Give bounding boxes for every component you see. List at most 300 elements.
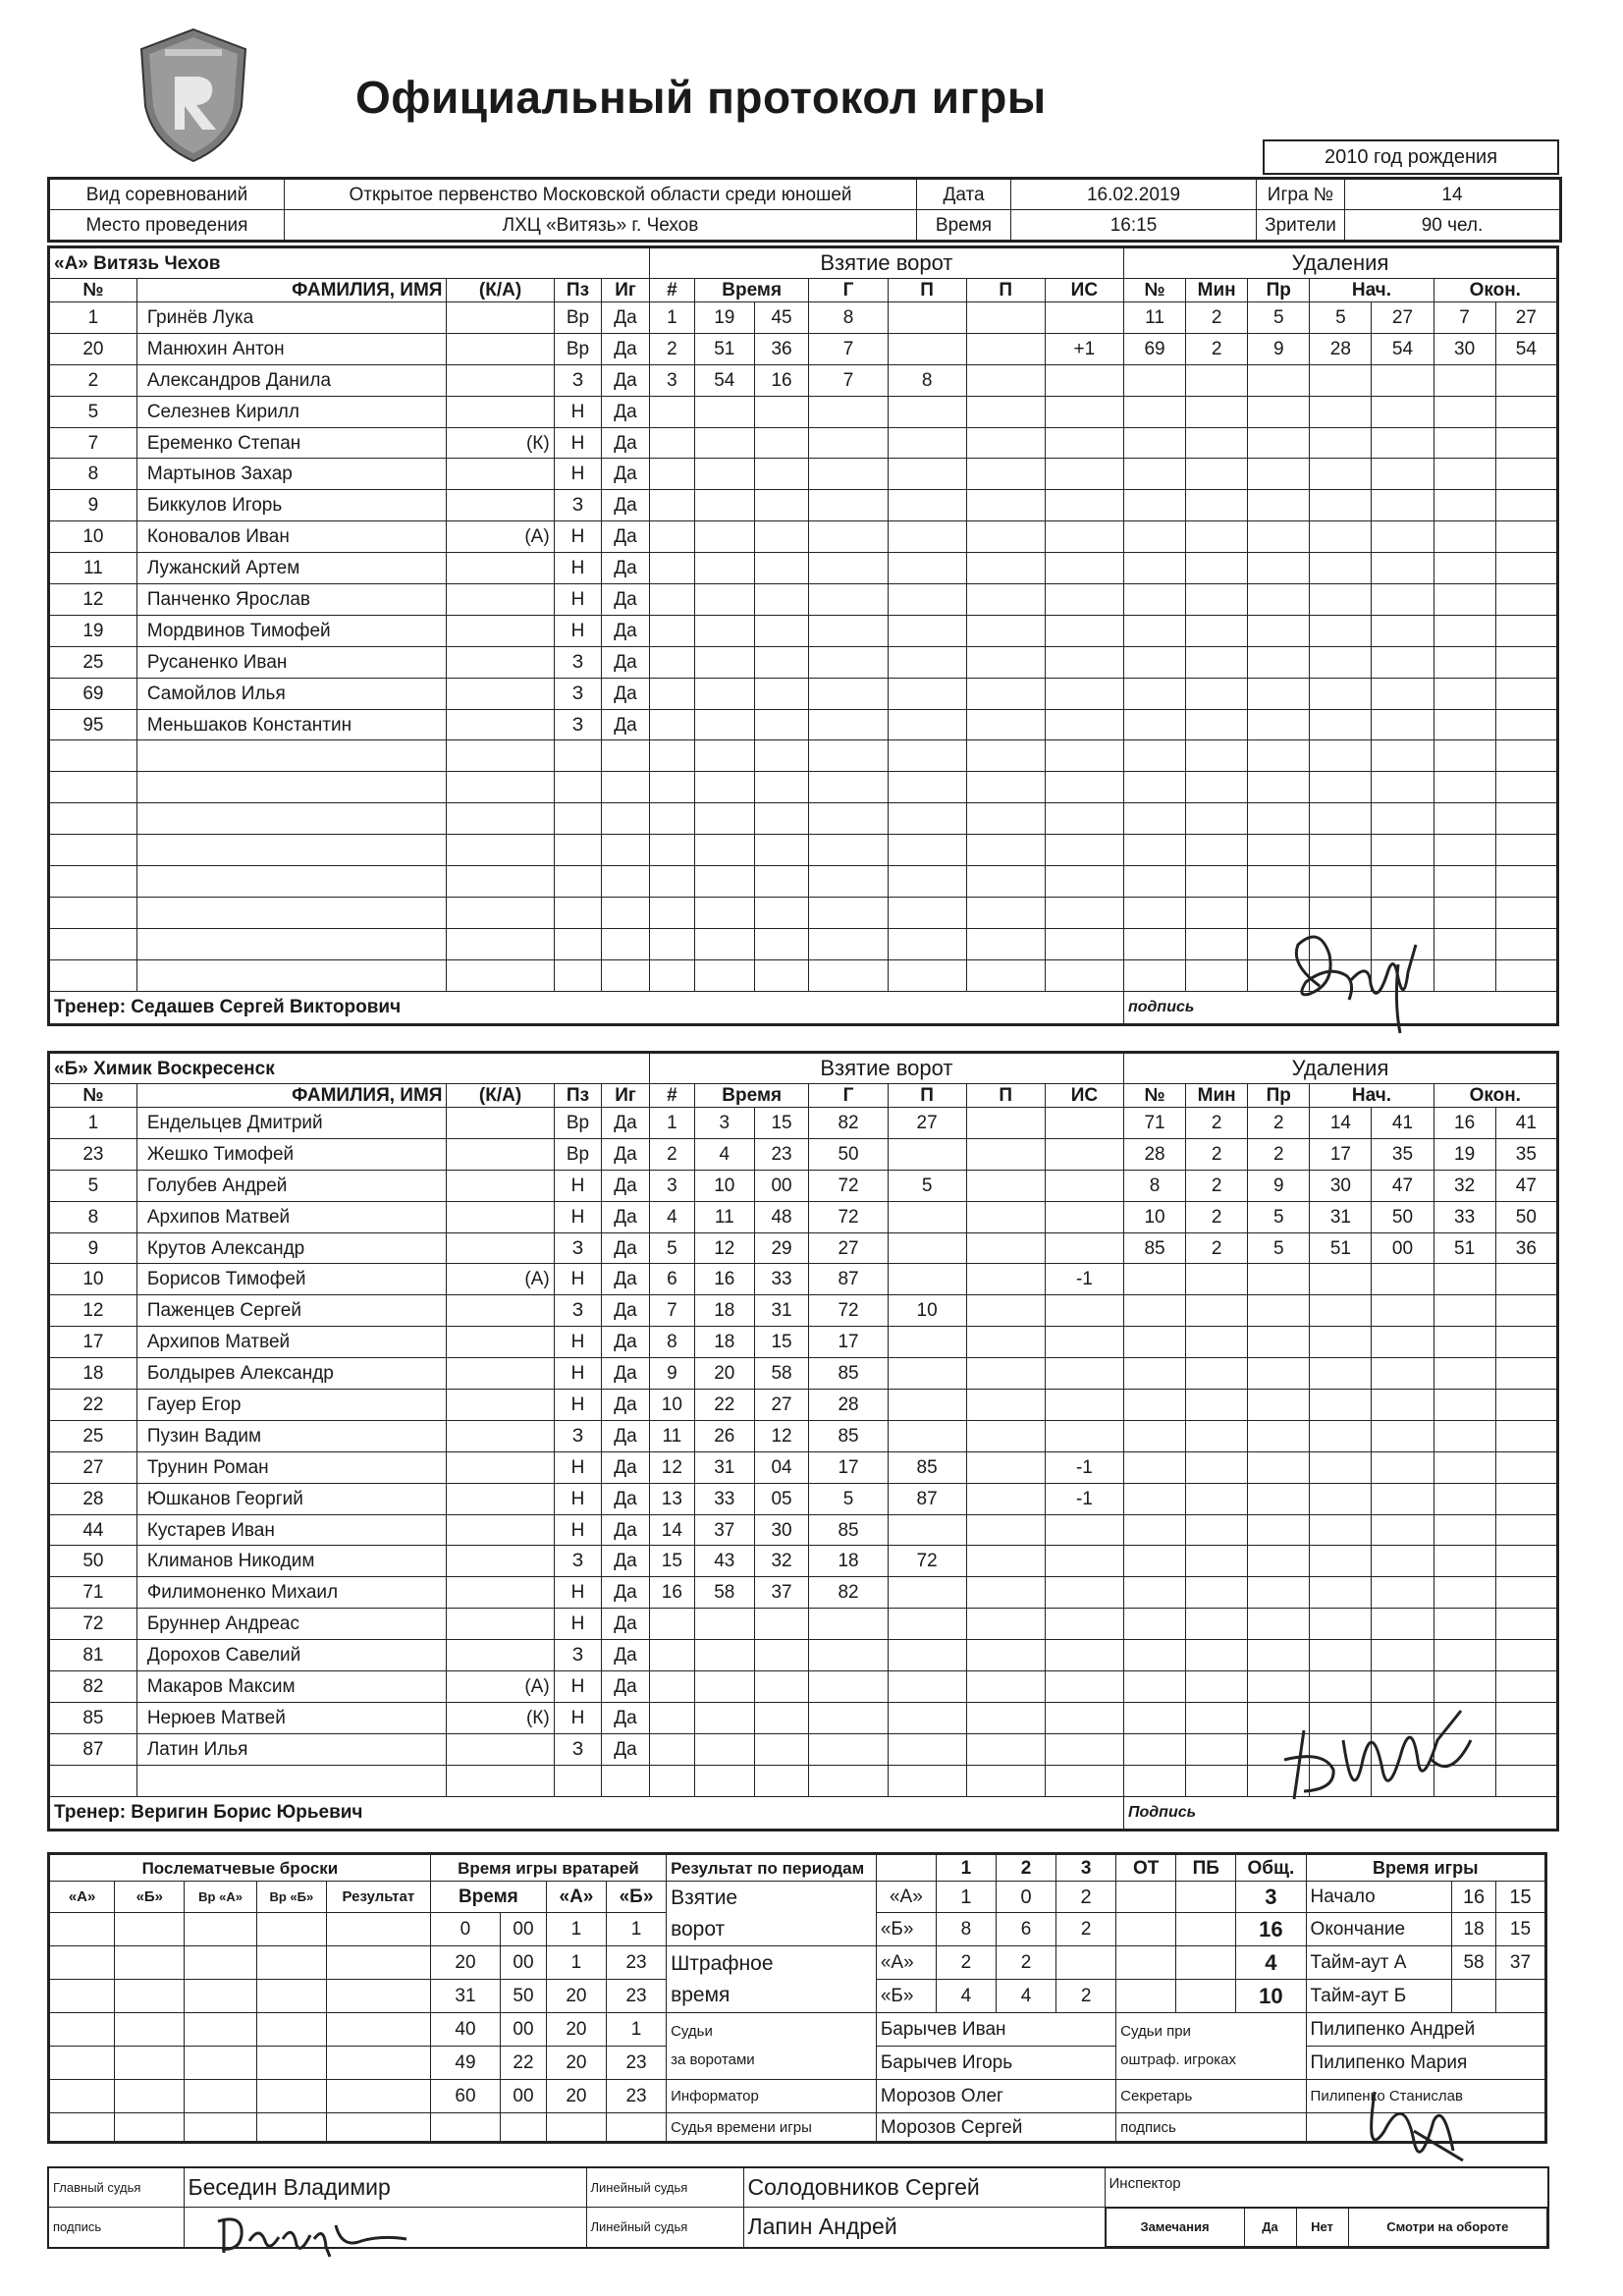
goal-assist-1 bbox=[888, 302, 966, 334]
gk-row-1-b: 1 bbox=[606, 1913, 666, 1946]
goal-index bbox=[649, 646, 694, 678]
pen-start-min bbox=[1310, 1640, 1372, 1671]
secretary: Пилипенко Станислав bbox=[1306, 2080, 1545, 2113]
pen-end-min bbox=[1434, 1327, 1495, 1358]
player-name bbox=[136, 959, 447, 991]
pen-end-min bbox=[1434, 459, 1495, 490]
goal-assist-2 bbox=[966, 302, 1045, 334]
pen-end-min bbox=[1434, 1514, 1495, 1546]
goal-index bbox=[649, 866, 694, 898]
player-number: 18 bbox=[49, 1358, 137, 1390]
player-number bbox=[49, 928, 137, 959]
player-position bbox=[554, 866, 602, 898]
player-position: З bbox=[554, 490, 602, 521]
player-position bbox=[554, 772, 602, 803]
player-played: Да bbox=[602, 1170, 650, 1201]
pen-end-sec bbox=[1495, 364, 1557, 396]
col-goal-p2: П bbox=[966, 1084, 1045, 1108]
gt-end-h: 18 bbox=[1452, 1913, 1496, 1946]
pen-reason bbox=[1248, 1390, 1310, 1421]
goal-assist-1 bbox=[888, 678, 966, 709]
goal-assist-2 bbox=[966, 1358, 1045, 1390]
pen-end-min bbox=[1434, 1640, 1495, 1671]
goal-assist-2 bbox=[966, 1138, 1045, 1170]
goal-index bbox=[649, 1702, 694, 1733]
goal-second bbox=[754, 772, 809, 803]
goal-judges-label-2: за воротами bbox=[671, 2050, 755, 2068]
pim-team-b: «Б» bbox=[876, 1980, 936, 2013]
goal-minute bbox=[694, 1609, 754, 1640]
goal-minute bbox=[694, 1702, 754, 1733]
pen-start-min bbox=[1310, 1483, 1372, 1514]
player-played: Да bbox=[602, 364, 650, 396]
pen-end-sec bbox=[1495, 1295, 1557, 1327]
player-played bbox=[602, 866, 650, 898]
goal-assist-2 bbox=[966, 333, 1045, 364]
player-role: (К) bbox=[447, 1702, 554, 1733]
goal-minute bbox=[694, 959, 754, 991]
date-label: Дата bbox=[917, 179, 1011, 210]
gk-row-2-b: 23 bbox=[606, 1946, 666, 1980]
goal-second: 27 bbox=[754, 1390, 809, 1421]
goal-scorer: 82 bbox=[809, 1577, 888, 1609]
pen-start-min bbox=[1310, 1295, 1372, 1327]
pen-start-sec bbox=[1372, 1451, 1434, 1483]
goal-assist-1 bbox=[888, 521, 966, 553]
player-position: Н bbox=[554, 615, 602, 646]
player-number: 12 bbox=[49, 1295, 137, 1327]
pen-start-min bbox=[1310, 803, 1372, 835]
player-name bbox=[136, 897, 447, 928]
goal-strength bbox=[1045, 615, 1123, 646]
pen-reason: 5 bbox=[1248, 302, 1310, 334]
col-pen-pr: Пр bbox=[1248, 1084, 1310, 1108]
goal-assist-2 bbox=[966, 928, 1045, 959]
pen-start-sec bbox=[1372, 835, 1434, 866]
goal-second bbox=[754, 396, 809, 427]
col-goal-p1: П bbox=[888, 279, 966, 302]
goal-minute bbox=[694, 646, 754, 678]
goal-minute bbox=[694, 615, 754, 646]
goal-second bbox=[754, 866, 809, 898]
pen-number bbox=[1123, 897, 1185, 928]
player-role bbox=[447, 1201, 554, 1232]
goal-second bbox=[754, 615, 809, 646]
pen-number bbox=[1124, 1765, 1186, 1796]
pen-minutes: 2 bbox=[1186, 1232, 1248, 1264]
goal-index bbox=[649, 521, 694, 553]
pim-a-total: 4 bbox=[1236, 1946, 1306, 1980]
pen-number bbox=[1124, 1546, 1186, 1577]
goal-strength bbox=[1045, 897, 1123, 928]
player-role bbox=[447, 740, 554, 772]
player-name: Юшканов Георгий bbox=[136, 1483, 447, 1514]
pen-number bbox=[1123, 866, 1185, 898]
goal-minute bbox=[694, 1640, 754, 1671]
goal-minute bbox=[694, 803, 754, 835]
pim-a-ot bbox=[1116, 1946, 1176, 1980]
goal-second: 15 bbox=[754, 1108, 809, 1139]
player-position: Н bbox=[554, 396, 602, 427]
pen-start-sec bbox=[1372, 1671, 1434, 1703]
goal-second: 45 bbox=[754, 302, 809, 334]
pen-start-sec bbox=[1372, 1609, 1434, 1640]
col-goal-time: Время bbox=[694, 279, 809, 302]
player-played bbox=[602, 928, 650, 959]
pen-end-sec bbox=[1495, 772, 1557, 803]
player-name: Панченко Ярослав bbox=[136, 584, 447, 616]
pen-number bbox=[1124, 1420, 1186, 1451]
goal-minute: 37 bbox=[694, 1514, 754, 1546]
goal-assist-2 bbox=[966, 835, 1045, 866]
pen-reason: 9 bbox=[1248, 1170, 1310, 1201]
pen-end-min bbox=[1434, 490, 1495, 521]
goal-scorer: 85 bbox=[809, 1514, 888, 1546]
pen-number bbox=[1123, 490, 1185, 521]
goal-second: 32 bbox=[754, 1546, 809, 1577]
pen-end-min bbox=[1434, 1420, 1495, 1451]
col-goal-idx: # bbox=[649, 279, 694, 302]
pen-number bbox=[1124, 1702, 1186, 1733]
goal-second bbox=[754, 1609, 809, 1640]
goal-index: 3 bbox=[649, 364, 694, 396]
goal-second bbox=[754, 803, 809, 835]
pen-minutes bbox=[1186, 1609, 1248, 1640]
pen-start-min bbox=[1310, 553, 1372, 584]
pen-minutes: 2 bbox=[1186, 1201, 1248, 1232]
pen-minutes bbox=[1186, 1765, 1248, 1796]
player-role bbox=[447, 1138, 554, 1170]
player-number: 87 bbox=[49, 1733, 137, 1765]
goal-assist-1 bbox=[888, 1702, 966, 1733]
goal-scorer bbox=[809, 584, 888, 616]
goal-strength bbox=[1045, 1765, 1123, 1796]
pen-end-sec bbox=[1495, 553, 1557, 584]
pen-start-sec bbox=[1372, 615, 1434, 646]
player-number bbox=[49, 740, 137, 772]
goal-assist-1 bbox=[888, 1514, 966, 1546]
remarks-label: Замечания bbox=[1106, 2208, 1244, 2246]
goal-index bbox=[649, 709, 694, 740]
gk-row-6-s: 00 bbox=[501, 2080, 547, 2113]
pen-end-sec bbox=[1495, 1451, 1557, 1483]
player-position: Н bbox=[554, 1609, 602, 1640]
goal-assist-2 bbox=[966, 459, 1045, 490]
player-played: Да bbox=[602, 553, 650, 584]
player-position: Н bbox=[554, 1327, 602, 1358]
gk-col-b: «Б» bbox=[606, 1882, 666, 1913]
pen-end-sec bbox=[1495, 1671, 1557, 1703]
goal-index bbox=[649, 959, 694, 991]
player-role bbox=[447, 835, 554, 866]
goal-second bbox=[754, 490, 809, 521]
goals-b-ot bbox=[1116, 1913, 1176, 1946]
pen-number bbox=[1123, 396, 1185, 427]
player-role bbox=[447, 333, 554, 364]
goal-index: 5 bbox=[649, 1232, 694, 1264]
gt-ta-s: 37 bbox=[1495, 1946, 1545, 1980]
gk-row-5-s: 22 bbox=[501, 2047, 547, 2080]
goal-strength bbox=[1045, 1295, 1123, 1327]
goal-scorer bbox=[809, 835, 888, 866]
game-info-table bbox=[47, 177, 1562, 243]
goal-second: 00 bbox=[754, 1170, 809, 1201]
summary-table bbox=[47, 1852, 1547, 2144]
player-number bbox=[49, 897, 137, 928]
goal-scorer: 85 bbox=[809, 1358, 888, 1390]
player-number: 10 bbox=[49, 521, 137, 553]
goal-scorer bbox=[809, 490, 888, 521]
player-role bbox=[447, 1733, 554, 1765]
pen-start-sec bbox=[1372, 364, 1434, 396]
player-name: Гауер Егор bbox=[136, 1390, 447, 1421]
pen-end-sec bbox=[1495, 1264, 1557, 1295]
pen-reason: 5 bbox=[1248, 1232, 1310, 1264]
goal-assist-1: 5 bbox=[888, 1170, 966, 1201]
period-col-ot: ОТ bbox=[1116, 1854, 1176, 1882]
pen-start-min: 31 bbox=[1310, 1201, 1372, 1232]
player-position: Н bbox=[554, 1577, 602, 1609]
goal-assist-1 bbox=[888, 1138, 966, 1170]
pen-start-sec bbox=[1372, 678, 1434, 709]
linesman-1-label: Линейный судья bbox=[586, 2167, 743, 2207]
pen-end-sec: 47 bbox=[1495, 1170, 1557, 1201]
player-role bbox=[447, 1390, 554, 1421]
player-role bbox=[447, 1514, 554, 1546]
goal-assist-1 bbox=[888, 928, 966, 959]
gk-row-5-m: 49 bbox=[430, 2047, 500, 2080]
goal-strength bbox=[1045, 1232, 1123, 1264]
goals-label-1: Взятие bbox=[671, 1886, 738, 1909]
pen-end-sec: 54 bbox=[1495, 333, 1557, 364]
goal-assist-2 bbox=[966, 1577, 1045, 1609]
pen-start-min bbox=[1310, 1420, 1372, 1451]
goal-scorer: 27 bbox=[809, 1232, 888, 1264]
player-name: Макаров Максим bbox=[136, 1671, 447, 1703]
goal-scorer: 18 bbox=[809, 1546, 888, 1577]
goal-scorer bbox=[809, 459, 888, 490]
pen-number: 11 bbox=[1123, 302, 1185, 334]
player-name: Александров Данила bbox=[136, 364, 447, 396]
goal-strength bbox=[1045, 1577, 1123, 1609]
player-played: Да bbox=[602, 521, 650, 553]
goal-minute bbox=[694, 1671, 754, 1703]
goal-strength bbox=[1045, 646, 1123, 678]
goal-index bbox=[649, 459, 694, 490]
goal-assist-2 bbox=[966, 1765, 1045, 1796]
player-name: Борисов Тимофей bbox=[136, 1264, 447, 1295]
goal-minute: 26 bbox=[694, 1420, 754, 1451]
pen-reason bbox=[1248, 553, 1310, 584]
penalties-title: Удаления bbox=[1123, 247, 1557, 279]
player-number bbox=[49, 1765, 137, 1796]
pen-minutes bbox=[1186, 1358, 1248, 1390]
informer: Морозов Олег bbox=[876, 2080, 1115, 2113]
pen-start-sec bbox=[1372, 1483, 1434, 1514]
goal-assist-1 bbox=[888, 1609, 966, 1640]
col-num: № bbox=[49, 279, 137, 302]
player-name: Селезнев Кирилл bbox=[136, 396, 447, 427]
player-played: Да bbox=[602, 1390, 650, 1421]
player-position: Вр bbox=[554, 1138, 602, 1170]
goal-scorer bbox=[809, 678, 888, 709]
pen-minutes bbox=[1186, 897, 1248, 928]
goal-index: 3 bbox=[649, 1170, 694, 1201]
col-goal-g: Г bbox=[809, 279, 888, 302]
goal-scorer: 87 bbox=[809, 1264, 888, 1295]
player-played: Да bbox=[602, 1702, 650, 1733]
pen-start-min bbox=[1310, 1264, 1372, 1295]
player-played bbox=[602, 803, 650, 835]
goal-second: 31 bbox=[754, 1295, 809, 1327]
col-pen-pr: Пр bbox=[1248, 279, 1310, 302]
goal-assist-2 bbox=[966, 1702, 1045, 1733]
goal-scorer: 7 bbox=[809, 364, 888, 396]
goal-second: 04 bbox=[754, 1451, 809, 1483]
pen-end-sec bbox=[1495, 1546, 1557, 1577]
goal-minute bbox=[694, 772, 754, 803]
pen-start-min: 17 bbox=[1310, 1138, 1372, 1170]
goal-assist-1 bbox=[888, 427, 966, 459]
col-ig: Иг bbox=[602, 1084, 650, 1108]
pen-end-min bbox=[1434, 1295, 1495, 1327]
pen-start-min bbox=[1310, 1577, 1372, 1609]
pen-minutes bbox=[1186, 1702, 1248, 1733]
goal-strength bbox=[1045, 1671, 1123, 1703]
player-name: Ендельцев Дмитрий bbox=[136, 1108, 447, 1139]
player-name: Паженцев Сергей bbox=[136, 1295, 447, 1327]
player-played: Да bbox=[602, 646, 650, 678]
goal-strength bbox=[1045, 584, 1123, 616]
pen-start-min bbox=[1310, 490, 1372, 521]
goal-second bbox=[754, 709, 809, 740]
pen-end-min bbox=[1434, 866, 1495, 898]
goal-index: 2 bbox=[649, 1138, 694, 1170]
player-name bbox=[136, 928, 447, 959]
player-role bbox=[447, 803, 554, 835]
pen-reason bbox=[1248, 459, 1310, 490]
goal-strength bbox=[1045, 1546, 1123, 1577]
pen-end-sec bbox=[1495, 803, 1557, 835]
player-role bbox=[447, 1108, 554, 1139]
pen-number bbox=[1124, 1390, 1186, 1421]
col-pen-min: Мин bbox=[1186, 1084, 1248, 1108]
player-position: Н bbox=[554, 1170, 602, 1201]
goal-strength bbox=[1045, 803, 1123, 835]
goal-second bbox=[754, 1765, 809, 1796]
pen-reason bbox=[1248, 521, 1310, 553]
gk-col-time: Время bbox=[430, 1882, 546, 1913]
goal-scorer bbox=[809, 897, 888, 928]
goal-assist-1 bbox=[888, 1671, 966, 1703]
main-ref-signature bbox=[214, 2206, 410, 2261]
goal-scorer: 82 bbox=[809, 1108, 888, 1139]
goal-minute bbox=[694, 897, 754, 928]
goal-assist-1 bbox=[888, 772, 966, 803]
goal-assist-2 bbox=[966, 1232, 1045, 1264]
pen-start-sec bbox=[1372, 1264, 1434, 1295]
player-number: 23 bbox=[49, 1138, 137, 1170]
gt-start-m: 15 bbox=[1495, 1882, 1545, 1913]
pen-minutes bbox=[1186, 396, 1248, 427]
col-goal-p1: П bbox=[888, 1084, 966, 1108]
goal-second: 30 bbox=[754, 1514, 809, 1546]
pen-reason: 2 bbox=[1248, 1108, 1310, 1139]
goal-minute: 19 bbox=[694, 302, 754, 334]
pen-minutes bbox=[1186, 1514, 1248, 1546]
pen-number bbox=[1123, 928, 1185, 959]
goal-index: 10 bbox=[649, 1390, 694, 1421]
goal-index: 1 bbox=[649, 1108, 694, 1139]
player-played: Да bbox=[602, 1640, 650, 1671]
player-played: Да bbox=[602, 1327, 650, 1358]
player-position bbox=[554, 835, 602, 866]
player-role bbox=[447, 1170, 554, 1201]
player-name bbox=[136, 803, 447, 835]
pen-start-min bbox=[1310, 772, 1372, 803]
so-col-gk-b: Вр «Б» bbox=[256, 1882, 326, 1913]
pen-start-min bbox=[1310, 427, 1372, 459]
goal-index: 6 bbox=[649, 1264, 694, 1295]
goals-label-2: ворот bbox=[671, 1917, 726, 1941]
pen-start-min bbox=[1310, 1609, 1372, 1640]
player-played: Да bbox=[602, 459, 650, 490]
pen-minutes bbox=[1186, 1671, 1248, 1703]
gk-row-5-a: 20 bbox=[546, 2047, 606, 2080]
pen-start-min: 28 bbox=[1310, 333, 1372, 364]
pen-end-min bbox=[1434, 364, 1495, 396]
player-number: 20 bbox=[49, 333, 137, 364]
goal-index bbox=[649, 1609, 694, 1640]
player-position: З bbox=[554, 1420, 602, 1451]
pen-end-min bbox=[1434, 1546, 1495, 1577]
player-name bbox=[136, 835, 447, 866]
goal-minute bbox=[694, 1733, 754, 1765]
gt-ta-m: 58 bbox=[1452, 1946, 1496, 1980]
year-box bbox=[1263, 139, 1559, 175]
pen-minutes bbox=[1186, 1264, 1248, 1295]
pen-end-min bbox=[1434, 740, 1495, 772]
goal-assist-1: 10 bbox=[888, 1295, 966, 1327]
goal-assist-2 bbox=[966, 1483, 1045, 1514]
period-col-1: 1 bbox=[936, 1854, 996, 1882]
pen-number bbox=[1124, 1640, 1186, 1671]
pen-start-sec bbox=[1372, 709, 1434, 740]
player-number: 9 bbox=[49, 490, 137, 521]
pen-start-sec bbox=[1372, 427, 1434, 459]
goal-index bbox=[649, 490, 694, 521]
goal-scorer bbox=[809, 1733, 888, 1765]
col-goal-is: ИС bbox=[1045, 1084, 1123, 1108]
goal-minute bbox=[694, 866, 754, 898]
pen-number bbox=[1123, 678, 1185, 709]
player-role bbox=[447, 396, 554, 427]
player-position bbox=[554, 803, 602, 835]
player-played bbox=[602, 1765, 650, 1796]
player-position: Н bbox=[554, 1451, 602, 1483]
pen-minutes bbox=[1186, 1733, 1248, 1765]
goal-strength bbox=[1045, 1514, 1123, 1546]
goal-scorer: 17 bbox=[809, 1451, 888, 1483]
period-col-3: 3 bbox=[1056, 1854, 1116, 1882]
pen-reason bbox=[1248, 646, 1310, 678]
pim-a-p2: 2 bbox=[996, 1946, 1055, 1980]
player-played: Да bbox=[602, 427, 650, 459]
pen-start-sec: 41 bbox=[1372, 1108, 1434, 1139]
player-number: 5 bbox=[49, 1170, 137, 1201]
player-played: Да bbox=[602, 1609, 650, 1640]
pen-number bbox=[1124, 1483, 1186, 1514]
